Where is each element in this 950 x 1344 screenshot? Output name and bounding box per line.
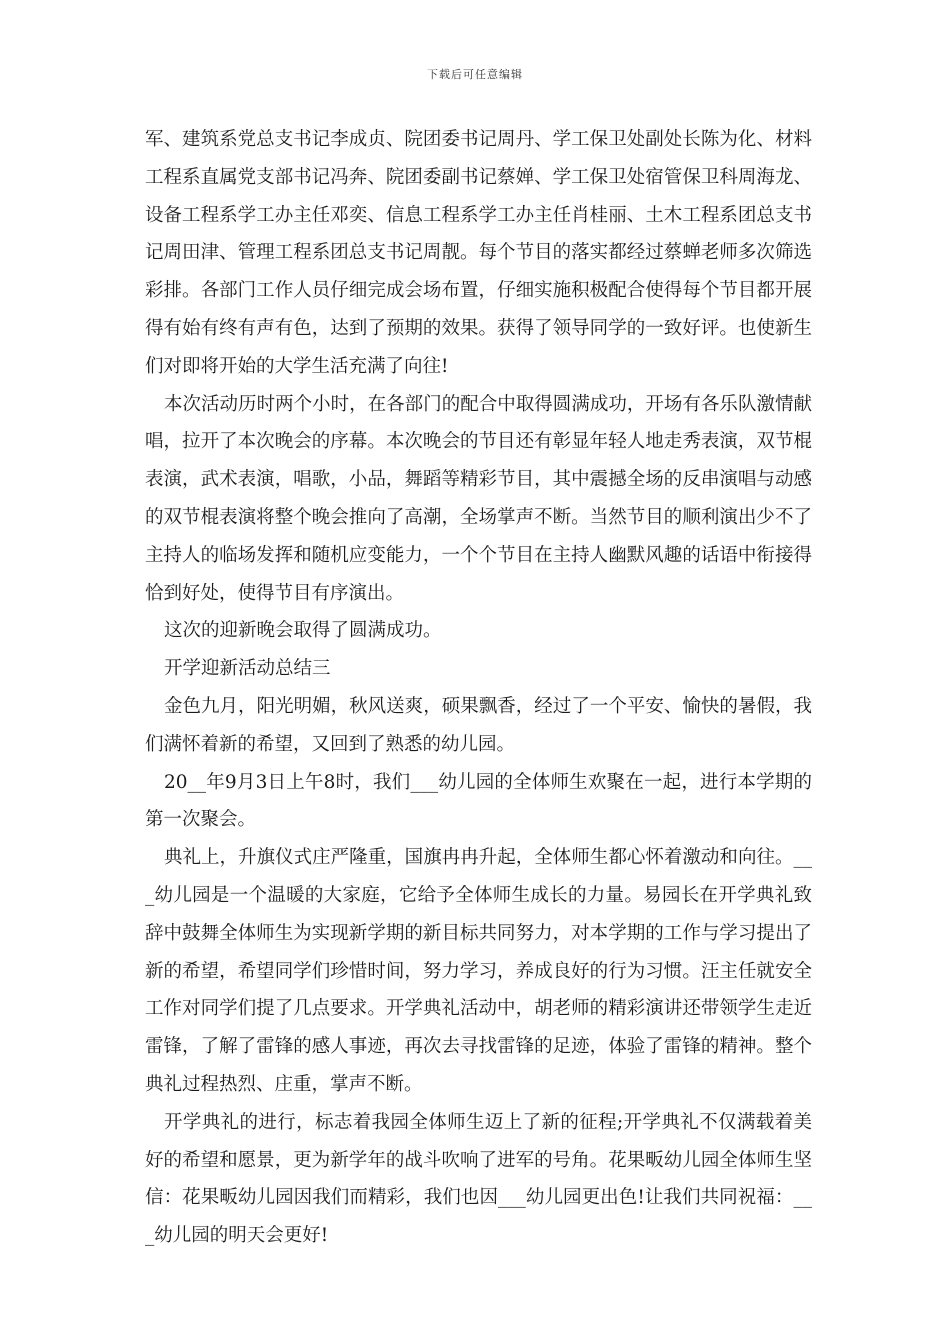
paragraph: 军、建筑系党总支书记李成贞、院团委书记周丹、学工保卫处副处长陈为化、材料工程系直属党支部书记冯奔、院团委副书记蔡婵、学工保卫处宿管保卫科周海龙、设备工程系学工办主任邓奕、信息工程系学工办主任肖桂丽、土木工程系团总支书记周田津、管理工程系团总支书记周靓。每个节目的落实都经过蔡蝉老师多次筛选彩排。各部门工作人员仔细完成会场布置，仔细实施积极配合使得每个节目都开展得有始有终有声有色，达到了预期的效果。获得了领导同学的一致好评。也使新生们对即将开始的大学生活充满了向往! — [145, 129, 812, 377]
header-note: 下载后可任意编辑 — [427, 68, 523, 81]
document-body — [145, 121, 812, 1255]
paragraph: 金色九月，阳光明媚，秋风送爽，硕果飘香，经过了一个平安、愉快的暑假，我们满怀着新的希望，又回到了熟悉的幼儿园。 — [145, 695, 812, 755]
paragraph: 典礼上，升旗仪式庄严隆重，国旗冉冉升起，全体师生都心怀着激动和向往。___幼儿园是一个温暖的大家庭，它给予全体师生成长的力量。易园长在开学典礼致辞中鼓舞全体师生为实现新学期的新目标共同努力，对本学期的工作与学习提出了新的希望，希望同学们珍惜时间，努力学习，养成良好的行为习惯。汪主任就安全工作对同学们提了几点要求。开学典礼活动中，胡老师的精彩演讲还带领学生走近雷锋，了解了雷锋的感人事迹，再次去寻找雷锋的足迹，体验了雷锋的精神。整个典礼过程热烈、庄重，掌声不断。 — [145, 847, 812, 1095]
paragraph: 本次活动历时两个小时，在各部门的配合中取得圆满成功，开场有各乐队激情献唱，拉开了本次晚会的序幕。本次晚会的节目还有彰显年轻人地走秀表演，双节棍表演，武术表演，唱歌，小品，舞蹈等精彩节目，其中震撼全场的反串演唱与动感的双节棍表演将整个晚会推向了高潮，全场掌声不断。当然节目的顺利演出少不了主持人的临场发挥和随机应变能力，一个个节目在主持人幽默风趣的话语中衔接得恰到好处，使得节目有序演出。 — [145, 393, 812, 604]
paragraph: 开学典礼的进行，标志着我园全体师生迈上了新的征程;开学典礼不仅满载着美好的希望和愿景，更为新学年的战斗吹响了进军的号角。花果畈幼儿园全体师生坚信：花果畈幼儿园因我们而精彩，我们也因___幼儿园更出色!让我们共同祝福：___幼儿园的明天会更好! — [145, 1111, 812, 1247]
paragraph: 20__年9月3日上午8时，我们___幼儿园的全体师生欢聚在一起，进行本学期的第一次聚会。 — [145, 771, 812, 831]
paragraph: 这次的迎新晚会取得了圆满成功。 — [164, 620, 442, 642]
section-heading: 开学迎新活动总结三 — [164, 658, 331, 680]
